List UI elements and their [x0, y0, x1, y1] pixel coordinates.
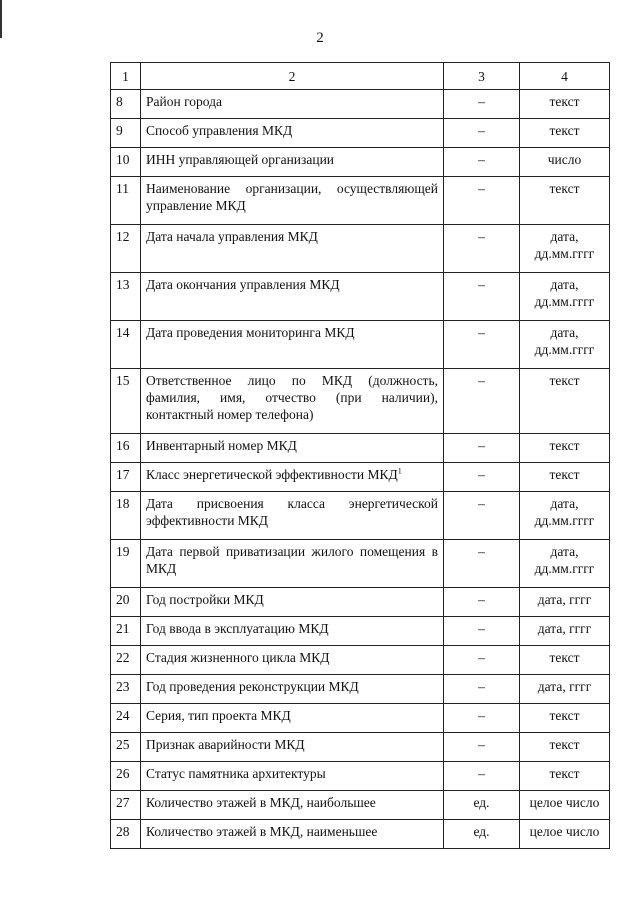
unit-cell: – — [444, 675, 520, 704]
attributes-table — [110, 62, 610, 849]
row-number-cell: 27 — [111, 791, 141, 820]
data-type-cell: дата, дд.мм.гггг — [520, 273, 610, 321]
unit-cell: – — [444, 762, 520, 791]
row-number-cell: 26 — [111, 762, 141, 791]
data-type-cell: текст — [520, 762, 610, 791]
data-type-cell: текст — [520, 704, 610, 733]
row-number-cell: 15 — [111, 369, 141, 434]
unit-cell: – — [444, 492, 520, 540]
table-row — [111, 434, 610, 463]
footnote-marker: 1 — [397, 466, 402, 476]
table-row — [111, 119, 610, 148]
data-type-cell: дата, дд.мм.гггг — [520, 225, 610, 273]
attribute-name-cell: Наименование организации, осуществляющей управление МКД — [141, 177, 444, 225]
unit-cell: – — [444, 273, 520, 321]
table-row — [111, 148, 610, 177]
data-type-cell: дата, гггг — [520, 617, 610, 646]
row-number-cell: 9 — [111, 119, 141, 148]
table-header-row — [111, 63, 610, 90]
row-number-cell: 24 — [111, 704, 141, 733]
row-number-cell: 22 — [111, 646, 141, 675]
attribute-name-cell: Год проведения реконструкции МКД — [141, 675, 444, 704]
data-type-cell: текст — [520, 177, 610, 225]
unit-cell: – — [444, 434, 520, 463]
unit-cell: – — [444, 177, 520, 225]
table-row — [111, 675, 610, 704]
data-type-cell: текст — [520, 733, 610, 762]
data-type-cell: текст — [520, 119, 610, 148]
attribute-name-cell: Дата первой приватизации жилого помещения в МКД — [141, 540, 444, 588]
row-number-cell: 25 — [111, 733, 141, 762]
unit-cell: – — [444, 148, 520, 177]
data-type-cell: текст — [520, 646, 610, 675]
unit-cell: – — [444, 588, 520, 617]
row-number-cell: 13 — [111, 273, 141, 321]
attribute-name-cell: Инвентарный номер МКД — [141, 434, 444, 463]
attribute-name-cell: Год постройки МКД — [141, 588, 444, 617]
table-row — [111, 463, 610, 492]
row-number-cell: 23 — [111, 675, 141, 704]
unit-cell: – — [444, 119, 520, 148]
row-number-cell: 16 — [111, 434, 141, 463]
header-cell-2: 2 — [141, 63, 444, 90]
data-type-cell: число — [520, 148, 610, 177]
row-number-cell: 28 — [111, 820, 141, 849]
header-cell-1: 1 — [111, 63, 141, 90]
row-number-cell: 8 — [111, 90, 141, 119]
unit-cell: – — [444, 733, 520, 762]
unit-cell: – — [444, 646, 520, 675]
attribute-name-cell: Год ввода в эксплуатацию МКД — [141, 617, 444, 646]
unit-cell: – — [444, 704, 520, 733]
table-row — [111, 369, 610, 434]
row-number-cell: 17 — [111, 463, 141, 492]
data-type-cell: текст — [520, 434, 610, 463]
attribute-name-cell: Серия, тип проекта МКД — [141, 704, 444, 733]
attribute-name-cell: Стадия жизненного цикла МКД — [141, 646, 444, 675]
attribute-name-cell: Статус памятника архитектуры — [141, 762, 444, 791]
row-number-cell: 10 — [111, 148, 141, 177]
table-row — [111, 588, 610, 617]
data-type-cell: дата, гггг — [520, 588, 610, 617]
attribute-name-cell: Дата присвоения класса энергетической эффективности МКД — [141, 492, 444, 540]
unit-cell: – — [444, 90, 520, 119]
table-row — [111, 762, 610, 791]
attribute-name-cell: Ответственное лицо по МКД (должность, фамилия, имя, отчество (при наличии), контактный номер телефона) — [141, 369, 444, 434]
unit-cell: – — [444, 617, 520, 646]
data-type-cell: дата, дд.мм.гггг — [520, 321, 610, 369]
header-cell-4: 4 — [520, 63, 610, 90]
row-number-cell: 12 — [111, 225, 141, 273]
row-number-cell: 21 — [111, 617, 141, 646]
attribute-name-cell: ИНН управляющей организации — [141, 148, 444, 177]
attribute-name-cell: Район города — [141, 90, 444, 119]
table-row — [111, 791, 610, 820]
unit-cell: – — [444, 321, 520, 369]
data-type-cell: дата, гггг — [520, 675, 610, 704]
attribute-name-cell: Класс энергетической эффективности МКД$^1$ — [141, 463, 444, 492]
unit-cell: ед. — [444, 791, 520, 820]
table-row — [111, 733, 610, 762]
row-number-cell: 11 — [111, 177, 141, 225]
attribute-name-cell: Количество этажей в МКД, наименьшее — [141, 820, 444, 849]
table-row — [111, 704, 610, 733]
row-number-cell: 20 — [111, 588, 141, 617]
unit-cell: ед. — [444, 820, 520, 849]
page-number: 2 — [316, 30, 324, 46]
table-row — [111, 820, 610, 849]
data-type-cell: текст — [520, 369, 610, 434]
attribute-name-cell: Дата проведения мониторинга МКД — [141, 321, 444, 369]
table-row — [111, 617, 610, 646]
data-type-cell: текст — [520, 90, 610, 119]
table-row — [111, 321, 610, 369]
table-row — [111, 492, 610, 540]
attribute-name-cell: Дата начала управления МКД — [141, 225, 444, 273]
data-type-cell: дата, дд.мм.гггг — [520, 540, 610, 588]
row-number-cell: 14 — [111, 321, 141, 369]
data-type-cell: целое число — [520, 820, 610, 849]
unit-cell: – — [444, 463, 520, 492]
table-row — [111, 646, 610, 675]
table-row — [111, 177, 610, 225]
attribute-name-cell: Количество этажей в МКД, наибольшее — [141, 791, 444, 820]
table-row — [111, 225, 610, 273]
data-type-cell: дата, дд.мм.гггг — [520, 492, 610, 540]
data-type-cell: текст — [520, 463, 610, 492]
data-type-cell: целое число — [520, 791, 610, 820]
table-row — [111, 540, 610, 588]
unit-cell: – — [444, 225, 520, 273]
attributes-table-body — [111, 63, 610, 849]
unit-cell: – — [444, 540, 520, 588]
attribute-name-cell: Способ управления МКД — [141, 119, 444, 148]
row-number-cell: 19 — [111, 540, 141, 588]
table-row — [111, 90, 610, 119]
unit-cell: – — [444, 369, 520, 434]
attribute-name-cell: Дата окончания управления МКД — [141, 273, 444, 321]
attribute-name-cell: Признак аварийности МКД — [141, 733, 444, 762]
header-cell-3: 3 — [444, 63, 520, 90]
row-number-cell: 18 — [111, 492, 141, 540]
table-row — [111, 273, 610, 321]
